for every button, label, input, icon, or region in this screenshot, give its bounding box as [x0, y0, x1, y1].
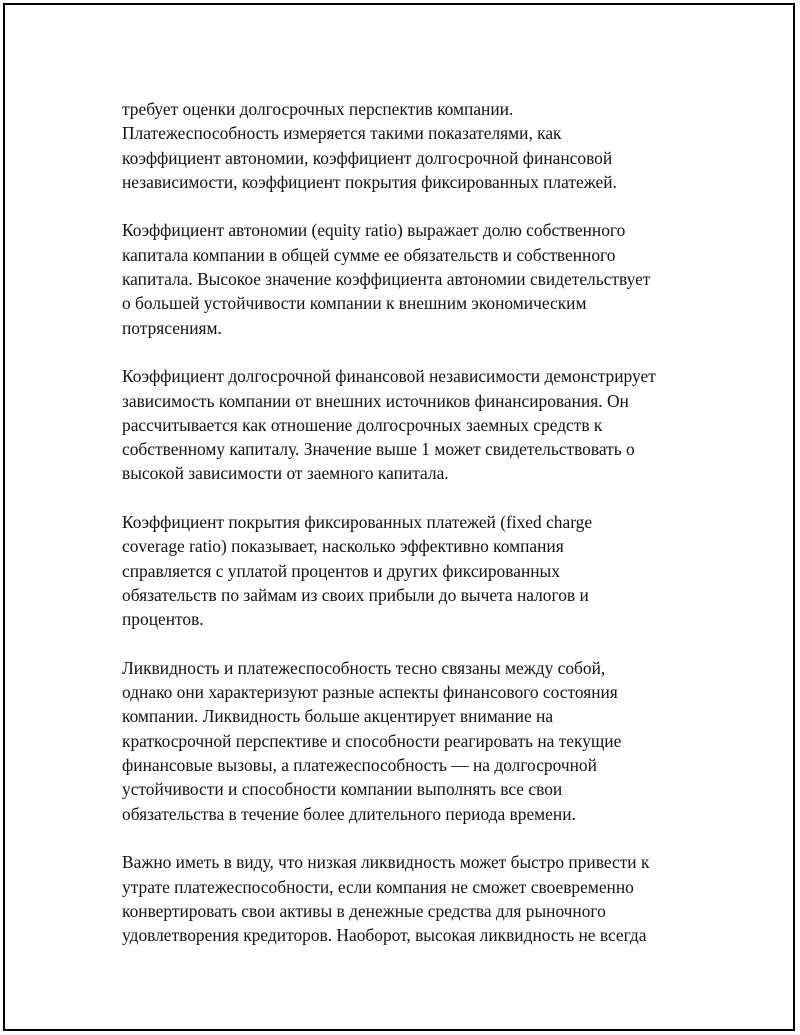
text-line: конвертировать свои активы в денежные средства для рыночного: [122, 900, 606, 921]
text-line: компании. Ликвидность больше акцентирует внимание на: [122, 706, 554, 727]
text-line: Коэффициент автономии (equity ratio) выражает долю собственного: [122, 220, 626, 241]
text-line: Коэффициент долгосрочной финансовой независимости демонстрирует: [122, 366, 656, 387]
text-line: высокой зависимости от заемного капитала.: [122, 463, 449, 484]
text-line: coverage ratio) показывает, насколько эффективно компания: [122, 536, 564, 557]
text-line: Ликвидность и платежеспособность тесно связаны между собой,: [122, 657, 606, 678]
text-line: обязательств по займам из своих прибыли до вычета налогов и: [122, 584, 589, 605]
document-body: [122, 97, 702, 972]
text-line: Платежеспособность измеряется такими показателями, как: [122, 123, 562, 144]
text-line: однако они характеризуют разные аспекты финансового состояния: [122, 682, 618, 703]
text-line: капитала. Высокое значение коэффициента автономии свидетельствует: [122, 269, 651, 290]
page-frame: [3, 3, 795, 1031]
text-line: устойчивости и способности компании выполнять все свои: [122, 779, 563, 800]
paragraph: [122, 97, 702, 194]
paragraph: [122, 510, 702, 631]
text-line: финансовые вызовы, а платежеспособность — на долгосрочной: [122, 755, 597, 776]
paragraph: [122, 850, 702, 947]
text-line: рассчитывается как отношение долгосрочных заемных средств к: [122, 414, 603, 435]
paragraph: [122, 656, 702, 826]
text-line: удовлетворения кредиторов. Наоборот, высокая ликвидность не всегда: [122, 925, 647, 946]
text-line: обязательства в течение более длительного периода времени.: [122, 803, 576, 824]
text-line: капитала компании в общей сумме ее обязательств и собственного: [122, 244, 616, 265]
text-line: коэффициент автономии, коэффициент долгосрочной финансовой: [122, 147, 613, 168]
text-line: краткосрочной перспективе и способности реагировать на текущие: [122, 730, 622, 751]
text-line: потрясениям.: [122, 317, 222, 338]
text-line: справляется с уплатой процентов и других фиксированных: [122, 560, 560, 581]
text-line: о большей устойчивости компании к внешним экономическим: [122, 293, 587, 314]
text-line: независимости, коэффициент покрытия фиксированных платежей.: [122, 171, 617, 192]
paragraph: [122, 364, 702, 485]
text-line: собственному капиталу. Значение выше 1 может свидетельствовать о: [122, 439, 635, 460]
text-line: требует оценки долгосрочных перспектив компании.: [122, 99, 514, 119]
text-line: зависимость компании от внешних источников финансирования. Он: [122, 390, 629, 411]
text-line: Коэффициент покрытия фиксированных платежей (fixed charge: [122, 512, 593, 533]
text-line: процентов.: [122, 609, 204, 630]
paragraph: [122, 218, 702, 339]
text-line: утрате платежеспособности, если компания не сможет своевременно: [122, 876, 634, 897]
text-line: Важно иметь в виду, что низкая ликвидность может быстро привести к: [122, 852, 650, 873]
